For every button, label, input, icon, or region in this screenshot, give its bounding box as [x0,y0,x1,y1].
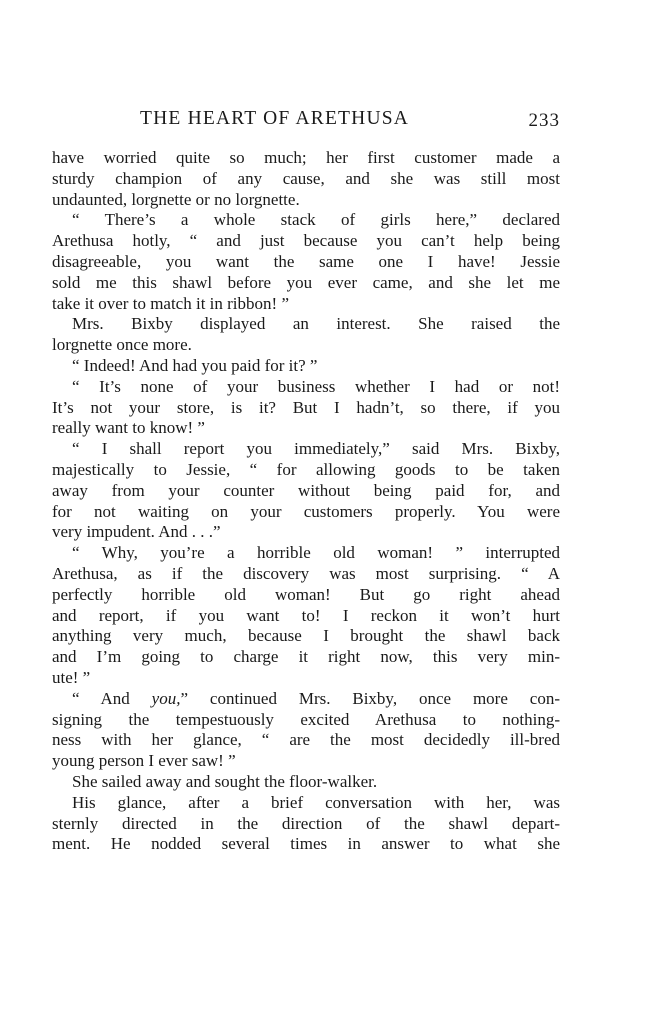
text-line: disagreeable, you want the same one I have! Jessie [52,251,560,271]
text-line: It’s not your store, is it? But I hadn’t, so there, if you [52,397,560,417]
text-line: “ Indeed! And had you paid for it? ” [72,355,318,375]
text-line: signing the tempestuously excited Arethusa to nothing- [52,709,560,729]
text-line: undaunted, lorgnette or no lorgnette. [52,189,300,209]
text-line: Arethusa hotly, “ and just because you can’t help being [52,231,560,251]
running-title: THE HEART OF ARETHUSA [140,108,410,129]
text-line: and I’m going to charge it right now, this very min- [52,647,560,667]
text-line: sturdy champion of any cause, and she was still most [52,168,560,188]
text-line: lorgnette once more. [52,335,192,355]
text-line: “ Why, you’re a horrible old woman! ” interrupted [72,543,560,563]
text-line: ness with her glance, “ are the most decidedly ill-bred [52,730,560,750]
text-line: majestically to Jessie, “ for allowing goods to be taken [52,459,560,479]
text-line: “ It’s none of your business whether I had or not! [72,376,560,396]
text-line: sold me this shawl before you ever came, and she let me [52,272,560,292]
text-line: very impudent. And . . .” [52,522,221,542]
text-line: take it over to match it in ribbon! ” [52,293,289,313]
text-line: “ I shall report you immediately,” said Mrs. Bixby, [72,439,560,459]
running-head [52,104,560,134]
text-line: really want to know! ” [52,418,205,438]
text-line: perfectly horrible old woman! But go right ahead [52,584,560,604]
text-line: ment. He nodded several times in answer to what she [52,834,560,854]
text-line: have worried quite so much; her first customer made a [52,148,560,167]
text-line: sternly directed in the direction of the shawl depart- [52,813,560,833]
text-line: away from your counter without being paid for, and [52,480,560,500]
text-line: She sailed away and sought the floor-walker. [72,771,378,791]
text-line: anything very much, because I brought the shawl back [52,626,560,646]
text-line: ute! ” [52,667,91,687]
text-line: His glance, after a brief conversation with her, was [72,792,560,812]
text-line: Arethusa, as if the discovery was most surprising. “ A [52,563,560,583]
book-page [52,104,560,855]
page-number: 233 [528,110,560,131]
text-line: Mrs. Bixby displayed an interest. She raised the [72,314,560,334]
body-text [52,148,560,855]
text-line: young person I ever saw! ” [52,751,236,771]
text-line: and report, if you want to! I reckon it won’t hurt [52,605,560,625]
text-line: for not waiting on your customers properly. You were [52,501,560,521]
text-line: “ And you,” continued Mrs. Bixby, once more con- [72,688,560,708]
text-line: “ There’s a whole stack of girls here,” declared [72,210,560,230]
